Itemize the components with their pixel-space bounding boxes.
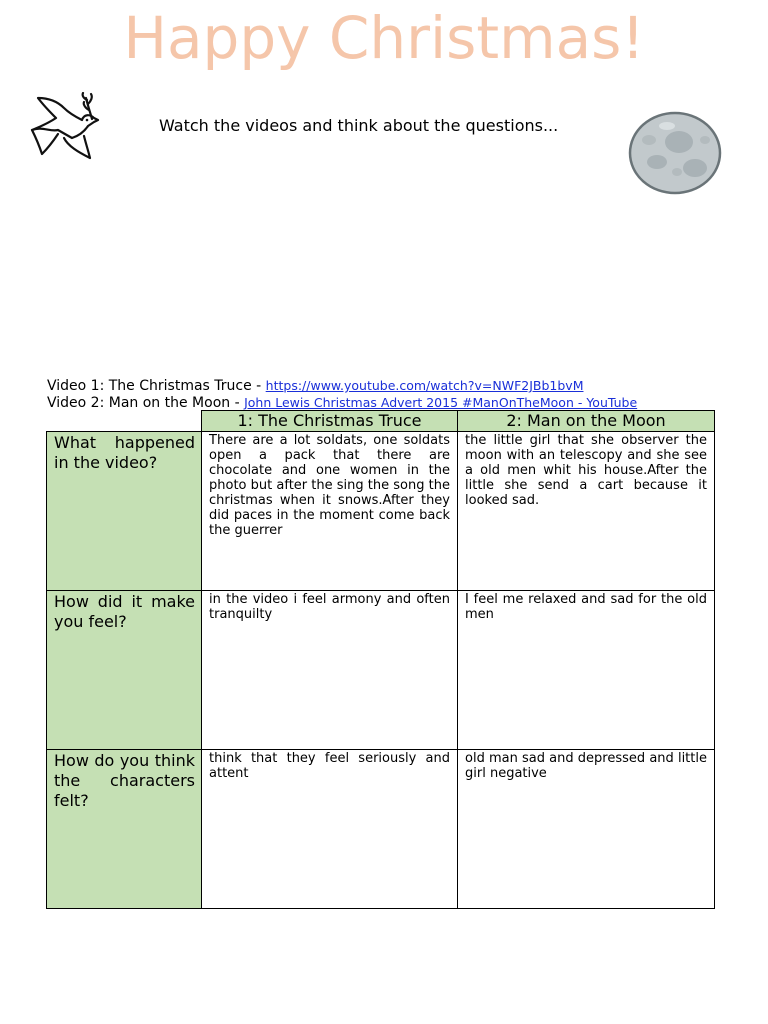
page-title: Happy Christmas! [123,4,645,72]
table-row [47,750,715,909]
answer-cell[interactable]: There are a lot soldats, one soldats open a pack that there are chocolate and one women in the photo but after the sing the song the christmas when it snows.After they did paces in the moment come back the guerrer [202,432,458,591]
answer-cell[interactable]: old man sad and depressed and little girl negative [458,750,715,909]
header-video-2: 2: Man on the Moon [458,411,715,432]
video-2-label: Video 2: Man on the Moon - [47,395,245,411]
moon-icon [627,110,723,196]
question-cell: How do you think the characters felt? [47,750,202,909]
answer-cell[interactable]: the little girl that she observer the moon with an telescopy and she see a old men whit his house.After the little she send a cart because it looked sad. [458,432,715,591]
table-row [47,432,715,591]
table-header-row [47,411,715,432]
question-cell: How did it make you feel? [47,591,202,750]
header-corner [47,411,202,432]
question-cell: What happened in the video? [47,432,202,591]
dove-icon [28,92,104,160]
answer-cell[interactable]: think that they feel seriously and attent [202,750,458,909]
video-1-label: Video 1: The Christmas Truce - [47,378,266,394]
answer-cell[interactable]: I feel me relaxed and sad for the old men [458,591,715,750]
video-1-line [47,377,583,395]
video-1-link[interactable]: https://www.youtube.com/watch?v=NWF2JBb1bvM [265,378,584,393]
video-2-link[interactable]: John Lewis Christmas Advert 2015 #ManOnTheMoon - YouTube [244,395,638,410]
instructions-text: Watch the videos and think about the questions... [159,116,559,135]
header-video-1: 1: The Christmas Truce [202,411,458,432]
answer-cell[interactable]: in the video i feel armony and often tranquilty [202,591,458,750]
questions-table [46,410,715,909]
table-row [47,591,715,750]
